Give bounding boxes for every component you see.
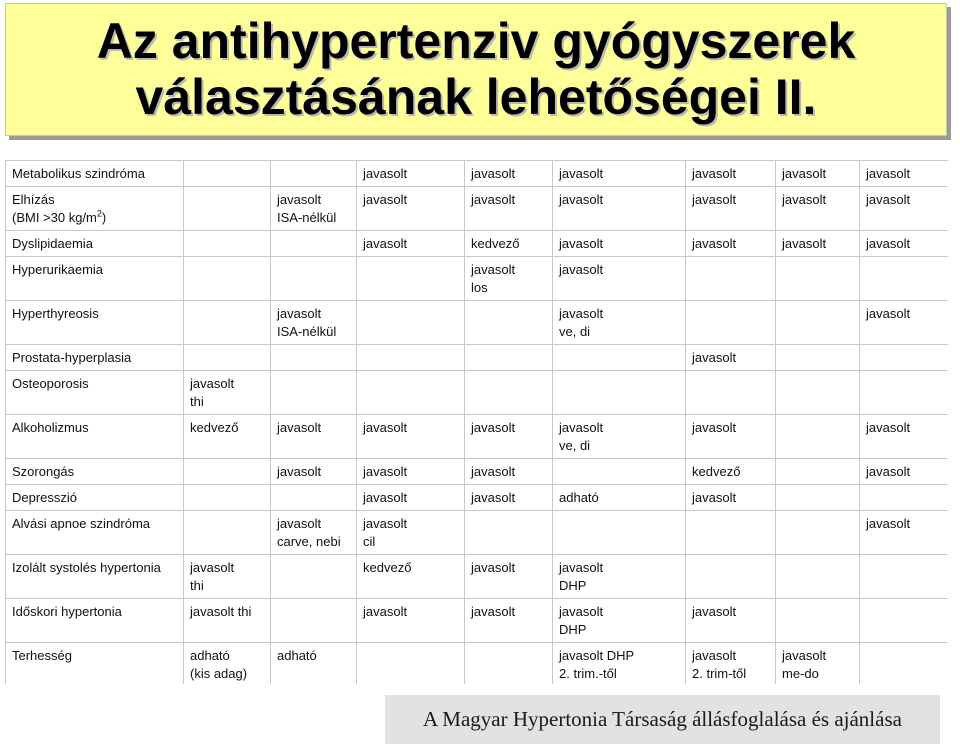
table-cell bbox=[271, 555, 357, 599]
table-cell bbox=[776, 301, 860, 345]
table-cell: kedvező bbox=[686, 459, 776, 485]
table-row bbox=[6, 345, 949, 371]
table-cell bbox=[686, 555, 776, 599]
table-cell bbox=[271, 599, 357, 643]
table-cell bbox=[553, 511, 686, 555]
table-cell: adható bbox=[271, 643, 357, 685]
title-banner bbox=[5, 3, 947, 136]
table-cell bbox=[184, 301, 271, 345]
table-cell bbox=[465, 643, 553, 685]
table-cell bbox=[184, 257, 271, 301]
recommendation-table-wrapper bbox=[5, 160, 948, 684]
table-cell bbox=[776, 599, 860, 643]
row-label: Hyperurikaemia bbox=[6, 257, 184, 301]
table-cell: javasolt bbox=[357, 485, 465, 511]
table-cell: javasolt bbox=[776, 187, 860, 231]
table-cell bbox=[271, 371, 357, 415]
row-label: Dyslipidaemia bbox=[6, 231, 184, 257]
table-cell bbox=[776, 459, 860, 485]
table-cell bbox=[686, 371, 776, 415]
table-cell bbox=[776, 257, 860, 301]
table-row bbox=[6, 257, 949, 301]
table-cell: javasolt thi bbox=[184, 599, 271, 643]
row-label: Metabolikus szindróma bbox=[6, 161, 184, 187]
table-cell bbox=[776, 371, 860, 415]
table-cell: javasolt ISA-nélkül bbox=[271, 187, 357, 231]
table-cell bbox=[357, 257, 465, 301]
table-cell: javasolt bbox=[686, 231, 776, 257]
table-row bbox=[6, 371, 949, 415]
table-cell: javasolt bbox=[860, 161, 949, 187]
table-cell: javasolt ve, di bbox=[553, 301, 686, 345]
table-cell bbox=[465, 345, 553, 371]
row-label: Időskori hypertonia bbox=[6, 599, 184, 643]
table-cell bbox=[184, 231, 271, 257]
table-cell: javasolt ISA-nélkül bbox=[271, 301, 357, 345]
table-cell bbox=[357, 643, 465, 685]
table-cell: javasolt bbox=[860, 511, 949, 555]
table-cell: javasolt ve, di bbox=[553, 415, 686, 459]
row-label: Hyperthyreosis bbox=[6, 301, 184, 345]
table-cell: kedvező bbox=[184, 415, 271, 459]
table-cell: javasolt bbox=[357, 161, 465, 187]
table-cell: javasolt bbox=[860, 301, 949, 345]
table-cell bbox=[860, 643, 949, 685]
table-cell bbox=[357, 301, 465, 345]
row-label: Prostata-hyperplasia bbox=[6, 345, 184, 371]
table-row bbox=[6, 511, 949, 555]
table-cell: javasolt carve, nebi bbox=[271, 511, 357, 555]
table-row bbox=[6, 187, 949, 231]
table-cell: javasolt bbox=[553, 161, 686, 187]
table-cell bbox=[686, 257, 776, 301]
table-cell: javasolt bbox=[686, 345, 776, 371]
row-label: Osteoporosis bbox=[6, 371, 184, 415]
table-cell: javasolt bbox=[860, 459, 949, 485]
table-cell bbox=[271, 345, 357, 371]
table-cell: javasolt bbox=[465, 187, 553, 231]
table-cell: javasolt bbox=[271, 459, 357, 485]
table-cell: javasolt bbox=[271, 415, 357, 459]
row-label: Alkoholizmus bbox=[6, 415, 184, 459]
table-row bbox=[6, 599, 949, 643]
table-cell bbox=[686, 301, 776, 345]
table-cell: javasolt bbox=[776, 231, 860, 257]
table-cell bbox=[860, 257, 949, 301]
table-cell: javasolt bbox=[553, 257, 686, 301]
table-row bbox=[6, 231, 949, 257]
table-cell: javasolt bbox=[465, 555, 553, 599]
table-cell: javasolt bbox=[357, 459, 465, 485]
table-cell bbox=[184, 511, 271, 555]
table-cell: javasolt 2. trim-től bbox=[686, 643, 776, 685]
table-cell: javasolt bbox=[686, 187, 776, 231]
table-cell: javasolt bbox=[465, 415, 553, 459]
slide-title-line-1: Az antihypertenziv gyógyszerek bbox=[96, 13, 856, 69]
table-cell bbox=[553, 459, 686, 485]
table-row bbox=[6, 459, 949, 485]
table-cell bbox=[860, 371, 949, 415]
table-cell: adható bbox=[553, 485, 686, 511]
table-cell bbox=[357, 345, 465, 371]
table-cell: javasolt bbox=[553, 187, 686, 231]
table-cell bbox=[184, 161, 271, 187]
table-cell: javasolt bbox=[686, 415, 776, 459]
table-row bbox=[6, 415, 949, 459]
table-cell: javasolt DHP bbox=[553, 555, 686, 599]
table-cell: javasolt bbox=[686, 161, 776, 187]
table-cell: javasolt DHP 2. trim.-től bbox=[553, 643, 686, 685]
table-cell: javasolt thi bbox=[184, 371, 271, 415]
table-cell: javasolt bbox=[357, 187, 465, 231]
table-cell bbox=[465, 301, 553, 345]
table-cell bbox=[776, 415, 860, 459]
row-label: Elhízás (BMI >30 $kg/m^2$) bbox=[6, 187, 184, 231]
source-text: A Magyar Hypertonia Társaság állásfoglalása és ajánlása bbox=[423, 707, 902, 731]
table-cell: javasolt cil bbox=[357, 511, 465, 555]
table-cell bbox=[776, 555, 860, 599]
table-cell bbox=[465, 511, 553, 555]
table-cell: javasolt bbox=[357, 231, 465, 257]
table-cell bbox=[184, 485, 271, 511]
table-row bbox=[6, 555, 949, 599]
recommendation-table bbox=[5, 160, 948, 684]
table-cell bbox=[465, 371, 553, 415]
table-cell bbox=[860, 599, 949, 643]
table-cell bbox=[776, 345, 860, 371]
table-cell: javasolt bbox=[860, 231, 949, 257]
row-label: Terhesség bbox=[6, 643, 184, 685]
table-cell: javasolt bbox=[553, 231, 686, 257]
table-cell: javasolt bbox=[357, 599, 465, 643]
table-cell: kedvező bbox=[357, 555, 465, 599]
table-row bbox=[6, 485, 949, 511]
table-cell bbox=[184, 345, 271, 371]
table-row bbox=[6, 643, 949, 685]
table-cell: kedvező bbox=[465, 231, 553, 257]
table-cell bbox=[357, 371, 465, 415]
row-label: Izolált systolés hypertonia bbox=[6, 555, 184, 599]
table-row bbox=[6, 161, 949, 187]
table-cell: javasolt bbox=[357, 415, 465, 459]
table-cell: javasolt bbox=[776, 161, 860, 187]
table-row bbox=[6, 301, 949, 345]
table-cell: javasolt bbox=[465, 599, 553, 643]
row-label: Alvási apnoe szindróma bbox=[6, 511, 184, 555]
table-cell: javasolt bbox=[465, 161, 553, 187]
table-cell bbox=[271, 231, 357, 257]
table-cell bbox=[776, 485, 860, 511]
table-cell: javasolt thi bbox=[184, 555, 271, 599]
table-cell: adható (kis adag) bbox=[184, 643, 271, 685]
table-cell bbox=[271, 485, 357, 511]
table-cell bbox=[184, 459, 271, 485]
table-cell bbox=[860, 485, 949, 511]
table-cell bbox=[271, 257, 357, 301]
table-cell bbox=[860, 555, 949, 599]
table-cell bbox=[184, 187, 271, 231]
row-label: Depresszió bbox=[6, 485, 184, 511]
table-cell: javasolt los bbox=[465, 257, 553, 301]
table-cell bbox=[553, 371, 686, 415]
table-cell: javasolt DHP bbox=[553, 599, 686, 643]
slide-title-line-2: választásának lehetőségei II. bbox=[135, 69, 817, 125]
table-cell: javasolt bbox=[686, 485, 776, 511]
table-cell: javasolt bbox=[465, 459, 553, 485]
table-cell: javasolt bbox=[686, 599, 776, 643]
table-cell: javasolt bbox=[860, 415, 949, 459]
table-cell bbox=[860, 345, 949, 371]
table-cell bbox=[686, 511, 776, 555]
table-cell: javasolt bbox=[860, 187, 949, 231]
table-cell: javasolt bbox=[465, 485, 553, 511]
source-footer bbox=[385, 695, 940, 744]
table-cell bbox=[776, 511, 860, 555]
row-label: Szorongás bbox=[6, 459, 184, 485]
table-cell bbox=[553, 345, 686, 371]
table-cell: javasolt me-do bbox=[776, 643, 860, 685]
table-cell bbox=[271, 161, 357, 187]
